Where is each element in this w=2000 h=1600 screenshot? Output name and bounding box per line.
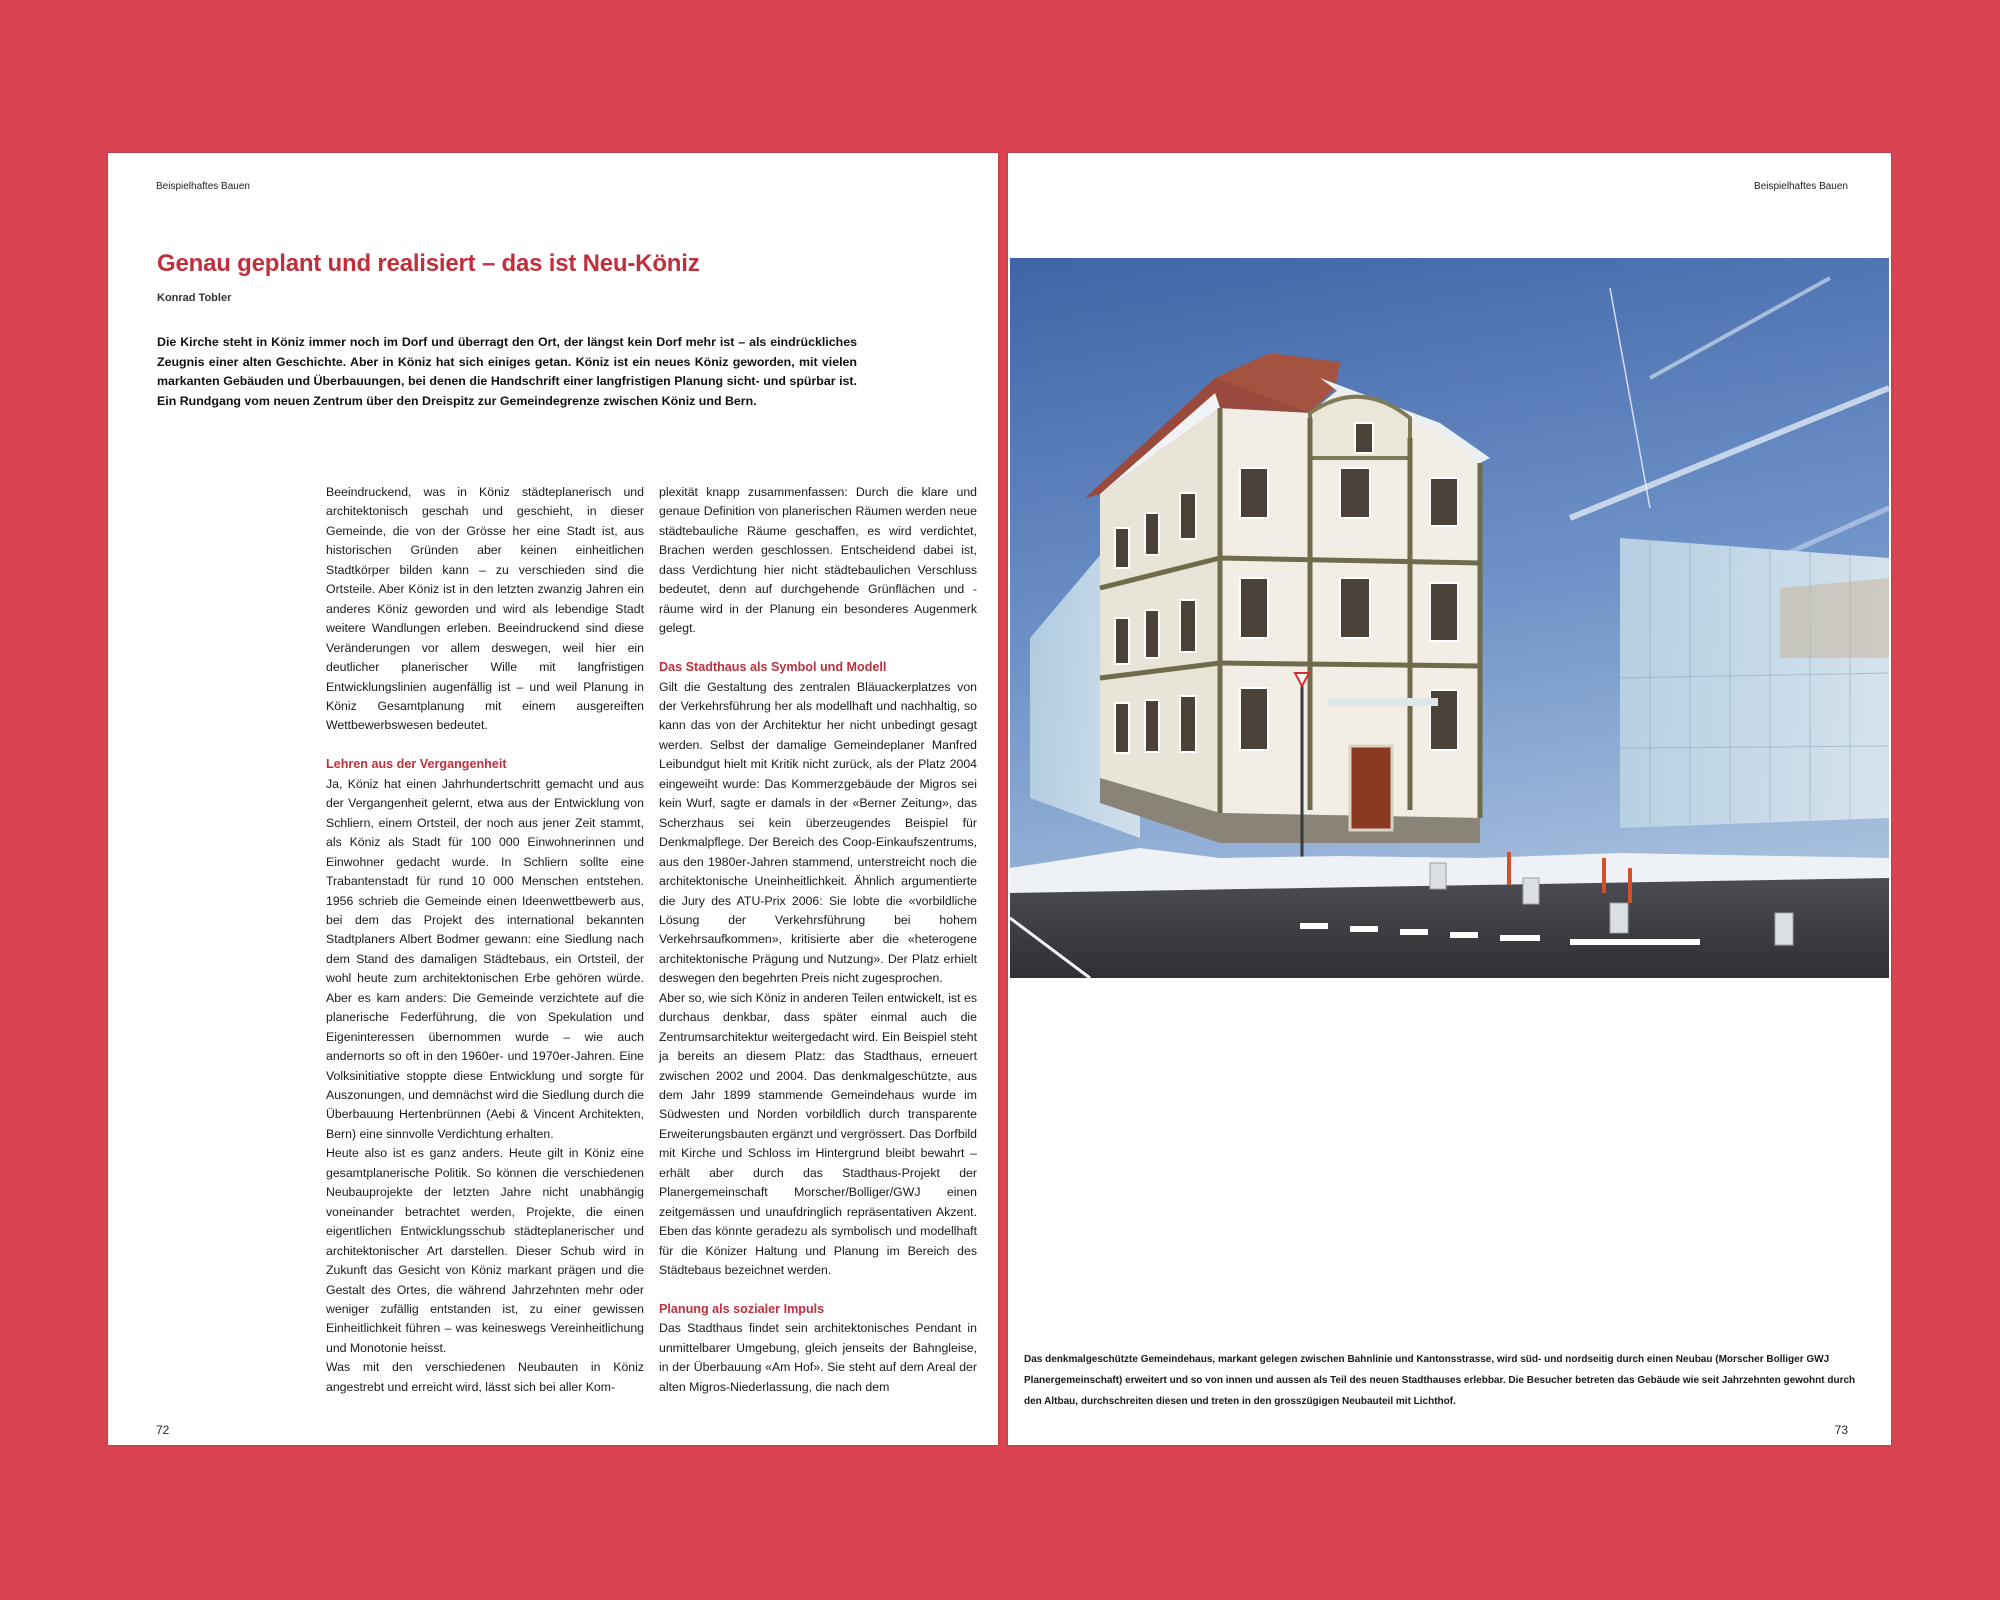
building-photo-illustration [1010, 258, 1889, 978]
running-head: Beispielhaftes Bauen [1754, 181, 1848, 192]
building-photo [1010, 258, 1889, 978]
subheading: Das Stadthaus als Symbol und Modell [659, 660, 887, 675]
photo-caption: Das denkmalgeschützte Gemeindehaus, markant gelegen zwischen Bahnlinie und Kantonsstrasse, wird süd- und nordseitig durch einen Neubau (Morscher Bolliger GWJ Planergemeinschaft) erweitert und so von innen und aussen als Teil des neuen Stadthauses erlebbar. Die Besucher betreten das Gebäude wie seit Jahrzehnten gewohnt durch den Altbau, durchschreiten diesen und treten in den grosszügigen Neubauteil mit Lichthof. [1024, 1354, 1856, 1407]
article-title: Genau geplant und realisiert – das ist Neu-Köniz [157, 250, 700, 277]
paragraph: Ja, Köniz hat einen Jahrhundertschritt gemacht und aus der Vergangenheit gelernt, etwa aus der Entwicklung von Schliern, einem Ortsteil, der noch aus jener Zeit stammt, als Köniz als Stadt für 100 000 Einwohnerinnen und Einwohner gedacht wurde. In Schliern sollte eine Trabantenstadt für rund 10 000 Menschen entstehen. 1956 schrieb die Gemeinde einen Ideenwettbewerb aus, bei dem das Projekt des international bekannten Stadtplaners Albert Bodmer gewann: eine Siedlung nach dem Stand des damaligen Städtebaus, ein Ortsteil, der wohl heute zum architektonischen Erbe gehören würde. Aber es kam anders: Die Gemeinde verzichtete auf die planerische Federführung, die von Spekulation und Eigeninteressen übernommen wurde – wie auch andernorts so oft in den 1960er- und 1970er-Jahren. Eine Volksinitiative stoppte diese Entwicklung und sorgte für Auszonungen, und demnächst wird die Siedlung durch die Überbauung Hertenbrünnen (Aebi & Vincent Architekten, Bern) eine sinnvolle Verdichtung erhalten. [326, 776, 644, 1141]
right-page [1008, 153, 1891, 1445]
running-head: Beispielhaftes Bauen [156, 181, 250, 192]
paragraph: plexität knapp zusammenfassen: Durch die klare und genaue Definition von planerischen Räumen werden neue städtebauliche Räume geschaffen, es wird verdichtet, Brachen werden geschlossen. Entscheidend dabei ist, dass Verdichtung hier nicht städtebaulichen Verschluss bedeutet, denn auf durchgehende Grünflächen und -räume wird in der Planung ein besonderes Augenmerk gelegt. [659, 485, 977, 636]
author: Konrad Tobler [157, 292, 232, 304]
paragraph: Das Stadthaus findet sein architektonisches Pendant in unmittelbarer Umgebung, gleich jenseits der Bahngleise, in der Überbauung «Am Hof». Sie steht auf dem Areal der alten Migros-Niederlassung, die nach dem [659, 1321, 977, 1394]
page-number: 73 [1834, 1423, 1848, 1437]
paragraph: Aber so, wie sich Köniz in anderen Teilen entwickelt, ist es durchaus denkbar, dass später einmal auch die Zentrumsarchitektur weitergedacht wird. Ein Beispiel steht ja bereits an diesem Platz: das Stadthaus, erneuert zwischen 2002 und 2004. Das denkmalgeschützte, aus dem Jahr 1899 stammende Gemeindehaus wurde im Südwesten und Norden vorbildlich durch transparente Erweiterungsbauten ergänzt und vergrössert. Das Dorfbild mit Kirche und Schloss im Hintergrund bleibt bewahrt – erhält aber durch das Stadthaus-Projekt der Planergemeinschaft Morscher/Bolliger/GWJ einen zeitgemässen und unaufdringlich repräsentativen Akzent. Eben das könnte geradezu als symbolisch und modellhaft für die Könizer Haltung und Planung im Bereich des Städtebaus bezeichnet werden. [659, 990, 977, 1278]
left-page [108, 153, 998, 1445]
text-column-1 [326, 483, 644, 1397]
subheading: Planung als sozialer Impuls [659, 1302, 825, 1316]
paragraph: Heute also ist es ganz anders. Heute gilt in Köniz eine gesamtplanerische Politik. So können die verschiedenen Neubauprojekte der letzten Jahre nicht unabhängig voneinander betrachtet werden, Projekte, die einen eigentlichen Entwicklungsschub städteplanerischer und architektonischer Art darstellen. Dieser Schub wird in Zukunft das Gesicht von Köniz markant prägen und die Gestalt des Ortes, die während Jahrzehnten mehr oder weniger zufällig entstanden ist, zu einer gewissen Einheitlichkeit führen – was keineswegs Vereinheitlichung und Monotonie heisst. [326, 1146, 644, 1355]
subheading: Lehren aus der Vergangenheit [326, 757, 507, 772]
page-number: 72 [156, 1423, 170, 1437]
paragraph: Was mit den verschiedenen Neubauten in Köniz angestrebt und erreicht wird, lässt sich bei aller Kom- [326, 1360, 644, 1394]
paragraph: Beeindruckend, was in Köniz städteplanerisch und architektonisch geschah und geschieht, in dieser Gemeinde, die von der Grösse her eine Stadt ist, aus historischen Gründen aber keinen einheitlichen Stadtkörper bilden kann – zu verschieden sind die Ortsteile. Aber Köniz ist in den letzten zwanzig Jahren ein anderes Köniz geworden und wird als lebendige Stadt weitere Wandlungen erleben. Beeindruckend sind diese Veränderungen vor allem deswegen, weil hier ein deutlicher planerischer Wille mit langfristigen Entwicklungslinien augenfällig ist – und weil Planung in Köniz Gesamtplanung mit einem ausgereiften Wettbewerbswesen bedeutet. [326, 485, 644, 733]
text-column-2 [659, 483, 977, 1397]
lead-paragraph: Die Kirche steht in Köniz immer noch im Dorf und überragt den Ort, der längst kein Dorf mehr ist – als eindrückliches Zeugnis einer alten Geschichte. Aber in Köniz hat sich einiges getan. Köniz ist ein neues Köniz geworden, mit vielen markanten Gebäuden und Überbauungen, bei denen die Handschrift einer langfristigen Planung sicht- und spürbar ist. Ein Rundgang vom neuen Zentrum über den Dreispitz zur Gemeindegrenze zwischen Köniz und Bern. [157, 335, 857, 408]
paragraph: Gilt die Gestaltung des zentralen Bläuackerplatzes von der Verkehrsführung her als modellhaft und nachhaltig, so kann das von der Architektur her nicht unbedingt gesagt werden. Selbst der damalige Gemeindeplaner Manfred Leibundgut hielt mit Kritik nicht zurück, als der Platz 2004 eingeweiht wurde: Das Kommerzgebäude der Migros sei kein Wurf, sagte er damals in der «Berner Zeitung», das Scherzhaus sei kein überzeugendes Beispiel für Denkmalpflege. Der Bereich des Coop-Einkaufszentrums, aus den 1980er-Jahren stammend, unterstreicht noch die architektonische Uneinheitlichkeit. Ähnlich argumentierte die Jury des ATU-Prix 2006: Sie lobte die «vorbildliche Lösung der Verkehrsführung bei hohem Verkehrsaufkommen», kritisierte aber die «heterogene architektonische Prägung und Nutzung». Der Platz erhielt deswegen den begehrten Preis nicht zugesprochen. [659, 679, 977, 986]
